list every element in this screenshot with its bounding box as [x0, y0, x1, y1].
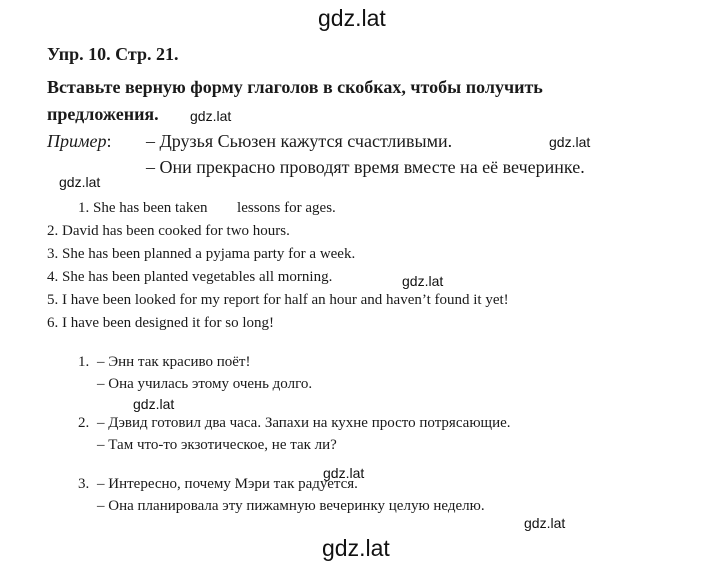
list-item-text: She has been planned a pyjama party for a week.: [62, 246, 356, 262]
instruction-line-1: Вставьте верную форму глаголов в скобках, чтобы получить: [47, 77, 543, 97]
list-item-text: She has been taken: [93, 200, 208, 216]
dialog-line: – Там что-то экзотическое, не так ли?: [97, 437, 337, 453]
list-item-number: 2.: [47, 223, 59, 239]
example-line-2: – Они прекрасно проводят время вместе на её вечеринке.: [146, 157, 585, 177]
watermark-bottom: gdz.lat: [322, 535, 390, 561]
watermark-top: gdz.lat: [318, 5, 386, 31]
watermark-inline: gdz.lat: [190, 108, 232, 124]
list-item-number: 6.: [47, 315, 59, 331]
list-item-number: 3.: [47, 246, 59, 262]
example-label: [47, 131, 112, 152]
dialog-line: – Интересно, почему Мэри так радуется.: [97, 476, 358, 492]
exercise-title: Упр. 10. Стр. 21.: [47, 44, 179, 64]
instruction-line-2: предложения.: [47, 104, 159, 124]
dialog-number: 2.: [78, 415, 90, 431]
example-label-text: Пример: [47, 131, 107, 151]
example-line-1: – Друзья Сьюзен кажутся счастливыми.: [146, 131, 453, 151]
dialog-line: – Дэвид готовил два часа. Запахи на кухне просто потрясающие.: [97, 415, 511, 431]
watermark-inline: gdz.lat: [59, 174, 101, 190]
watermark-inline: gdz.lat: [133, 396, 175, 412]
dialog-number: 1.: [78, 354, 90, 370]
list-item-text: I have been designed it for so long!: [62, 315, 275, 331]
list-item-text: lessons for ages.: [237, 200, 336, 216]
watermark-inline: gdz.lat: [524, 515, 566, 531]
watermark-inline: gdz.lat: [402, 273, 444, 289]
dialog-line: – Энн так красиво поёт!: [97, 354, 251, 370]
list-item: [47, 246, 355, 263]
list-item: [47, 315, 274, 332]
dialog-line: – Она планировала эту пижамную вечеринку целую неделю.: [97, 498, 485, 514]
list-item-number: 4.: [47, 269, 59, 285]
list-item-text: David has been cooked for two hours.: [62, 223, 290, 239]
list-item: [47, 269, 332, 286]
list-item-number: 1.: [78, 200, 90, 216]
list-item-text: I have been looked for my report for half an hour and haven’t found it yet!: [62, 292, 509, 308]
watermark-inline: gdz.lat: [549, 134, 591, 150]
list-item: [78, 200, 336, 217]
watermark-inline: gdz.lat: [323, 465, 365, 481]
list-item-text: She has been planted vegetables all morning.: [62, 269, 333, 285]
list-item-number: 5.: [47, 292, 59, 308]
list-item: [47, 292, 509, 309]
dialog-number: 3.: [78, 476, 90, 492]
list-item: [47, 223, 290, 240]
example-colon: :: [106, 131, 112, 151]
dialog-line: – Она училась этому очень долго.: [97, 376, 313, 392]
